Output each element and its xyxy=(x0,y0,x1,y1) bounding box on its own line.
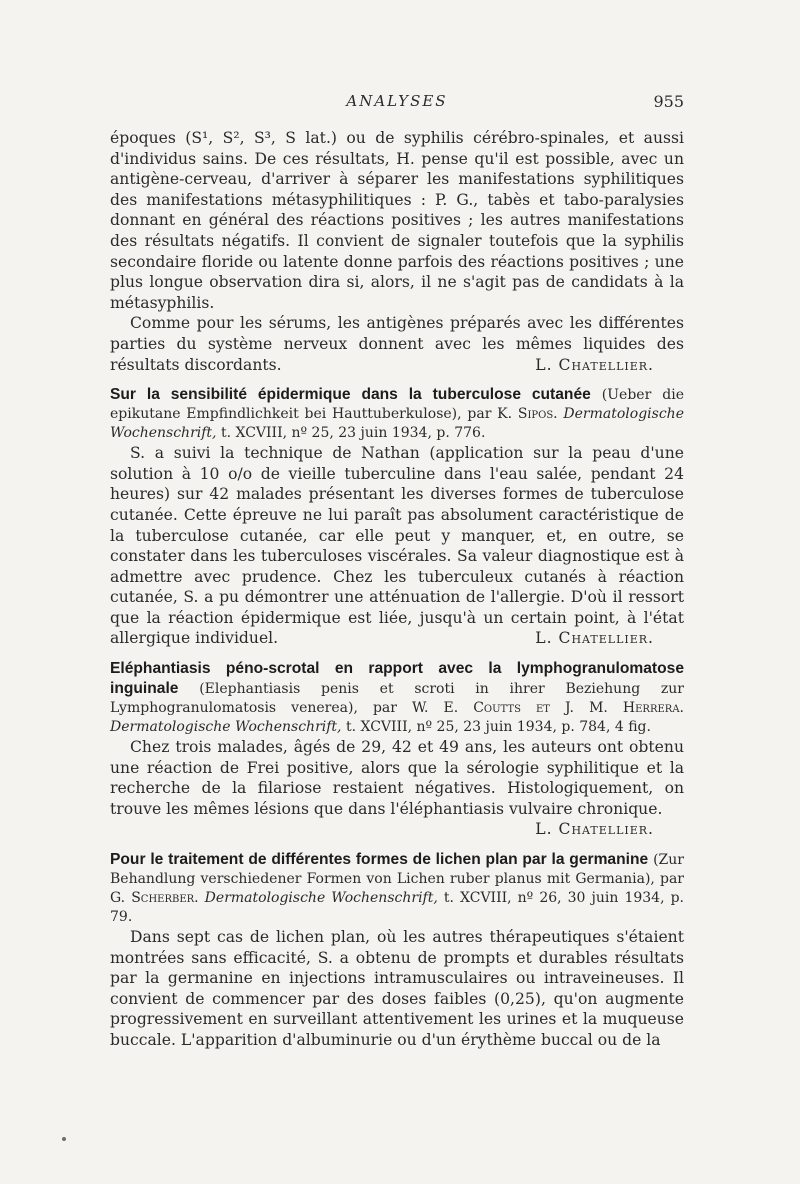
article-title: Eléphantiasis péno-scrotal en rapport avec la lymphogranulomatose inguinale xyxy=(110,660,684,698)
reference-text: (Elephantiasis penis et scroti in ihrer Beziehung zur Lymphogranulomatosis venerea), par xyxy=(110,681,684,717)
margin-dot xyxy=(62,1137,66,1141)
article-reference xyxy=(110,850,684,927)
article-journal: Dermatologische Wochenschrift, xyxy=(198,890,438,907)
running-title: ANALYSES xyxy=(346,92,448,110)
article-author: G. Scherber. xyxy=(110,890,199,907)
reference-details: t. XCVIII, nº 26, 30 juin 1934, p. 79. xyxy=(110,890,684,926)
reference-details: t. XCVIII, nº 25, 23 juin 1934, p. 784, 4 fig. xyxy=(341,719,651,736)
article-title: Sur la sensibilité épidermique dans la tuberculose cutanée xyxy=(110,386,591,404)
intro-paragraph xyxy=(110,313,684,375)
article-journal: Dermatologische Wochenschrift, xyxy=(110,406,684,442)
article-elephantiasis xyxy=(110,659,684,840)
article-body-text: S. a suivi la technique de Nathan (application sur la peau d'une solution à 10 o/o de vieille tuberculine dans l'eau salée, pendant 24 heures) sur 42 malades présentant les diverses formes de tuberculose cutanée. Cette épreuve ne lui paraît pas absolument caractéristique de la tuberculose cutanée, car elle peut y manquer, et, en outre, se constater dans les tuberculoses viscérales. Sa valeur diagnostique est à admettre avec prudence. Chez les tuberculeux cutanés à réaction cutanée, S. a pu démontrer une atténuation de l'allergie. D'où il ressort que la réaction épidermique est liée, jusqu'à un certain point, à l'état allergique individuel. xyxy=(110,444,684,648)
article-reference xyxy=(110,659,684,737)
signature: L. Chatellier. xyxy=(535,629,654,648)
page-content xyxy=(110,128,684,1051)
intro-paragraph-text: Comme pour les sérums, les antigènes préparés avec les différentes parties du système nerveux donnent avec les mêmes liquides des résultats discordants. xyxy=(110,314,684,374)
signature: L. Chatellier. xyxy=(535,355,654,374)
reference-details: t. XCVIII, nº 25, 23 juin 1934, p. 776. xyxy=(216,425,486,442)
article-journal: Dermatologische Wochenschrift, xyxy=(110,719,342,736)
article-tuberculose xyxy=(110,385,684,649)
page-number: 955 xyxy=(653,92,684,111)
intro-paragraph: époques (S¹, S², S³, S lat.) ou de syphilis cérébro-spinales, et aussi d'individus sains. De ces résultats, H. pense qu'il est possible, avec un antigène-cerveau, d'arriver à séparer les manifestations syphilitiques des manifestations métasyphilitiques : P. G., tabès et tabo-paralysies donnant en général des réactions positives ; les autres manifestations des résultats négatifs. Il convient de signaler toutefois que la syphilis secondaire floride ou latente donne parfois des réactions positives ; une plus longue observation dira si, alors, il ne s'agit pas de candidats à la métasyphilis. xyxy=(110,129,684,312)
article-lichen xyxy=(110,850,684,1051)
article-author: W. E. Coutts et J. M. Herrera. xyxy=(412,700,684,717)
article-title: Pour le traitement de différentes formes de lichen plan par la germanine xyxy=(110,851,649,869)
signature: L. Chatellier. xyxy=(535,820,654,839)
article-reference xyxy=(110,385,684,443)
article-body: Chez trois malades, âgés de 29, 42 et 49 ans, les auteurs ont obtenu une réaction de Frei positive, alors que la sérologie syphilitique et la recherche de la filariose restaient négatives. Histologiquement, on trouve les mêmes lésions que dans l'éléphantiasis vulvaire chronique. xyxy=(110,738,684,818)
article-body: Dans sept cas de lichen plan, où les autres thérapeutiques s'étaient montrées sans efficacité, S. a obtenu de prompts et durables résultats par la germanine en injections intramusculaires ou intraveineuses. Il convient de commencer par des doses faibles (0,25), qu'on augmente progressivement en surveillant attentivement les urines et la muqueuse buccale. L'apparition d'albuminurie ou d'un érythème buccal ou de la xyxy=(110,928,684,1049)
running-head xyxy=(110,92,684,116)
article-author: K. Sipos. xyxy=(497,406,558,423)
reference-text: (Zur Behandlung verschiedener Formen von Lichen ruber planus mit Germania), par xyxy=(110,852,684,888)
article-body xyxy=(110,443,684,649)
reference-text: (Ueber die epikutane Empfindlichkeit bei Hauttuberkulose), par xyxy=(110,387,684,423)
